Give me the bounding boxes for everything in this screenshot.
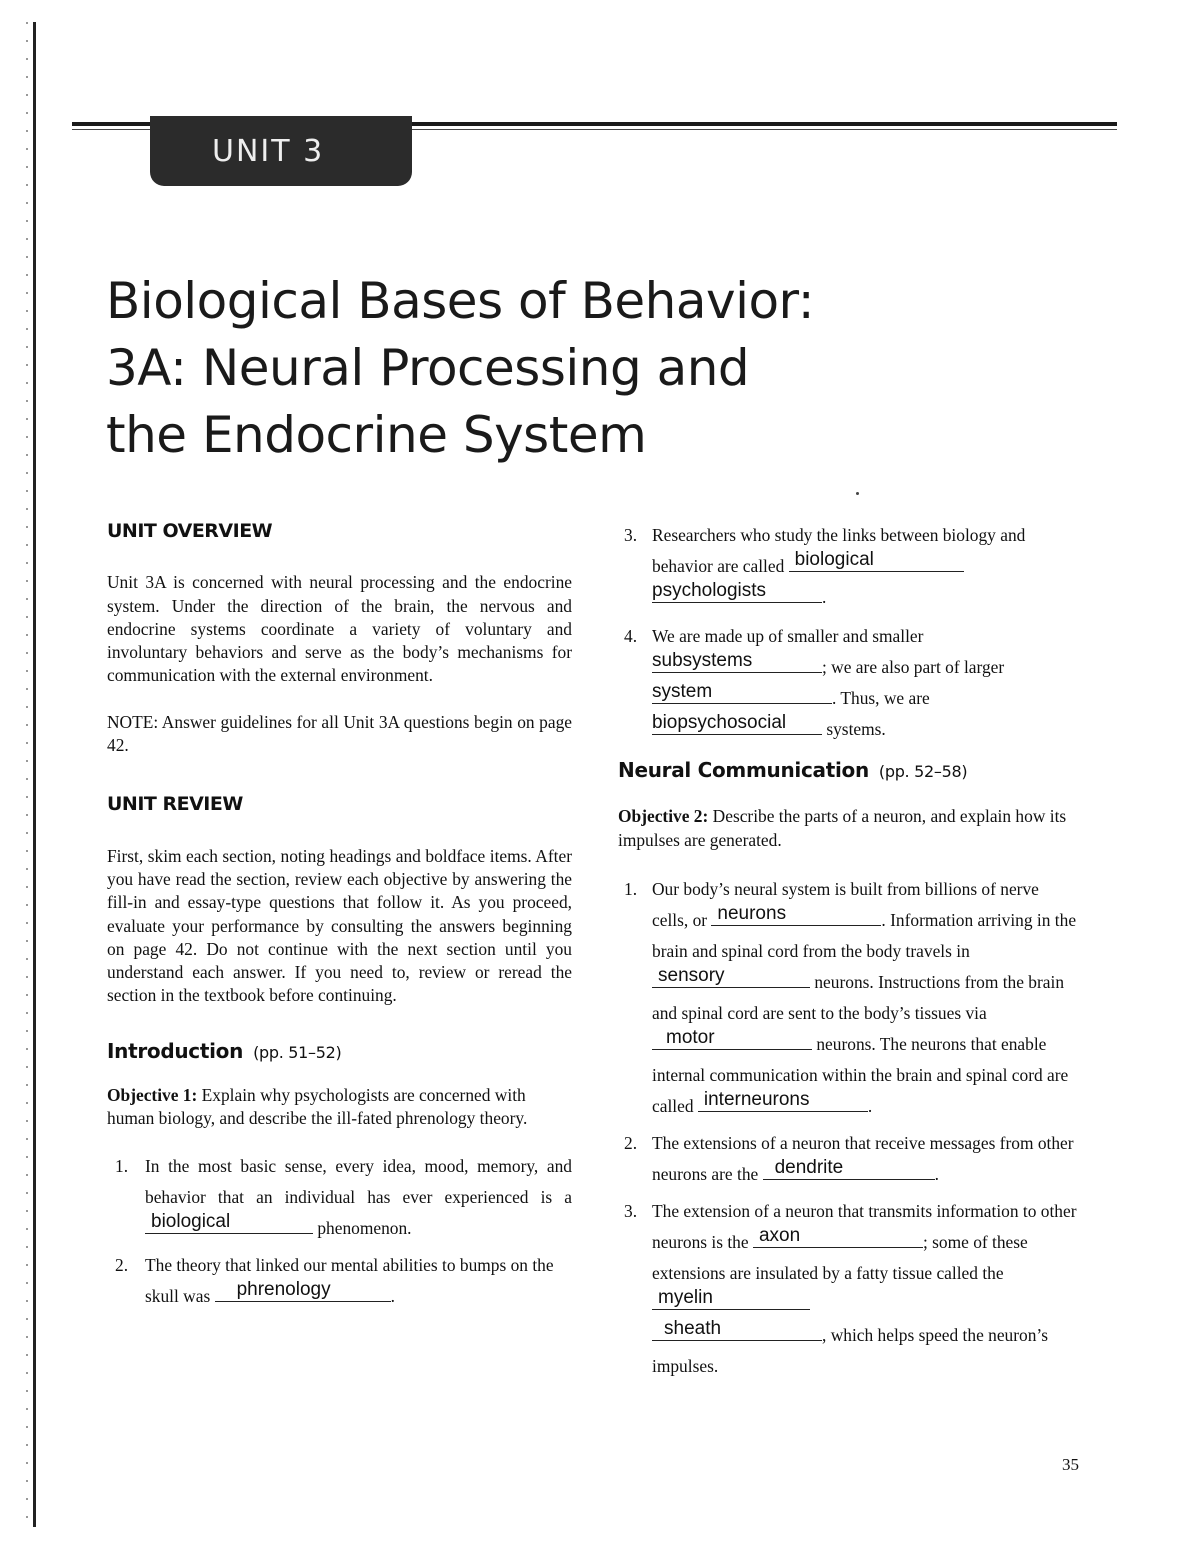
question-text: The theory that linked our mental abilities to bumps on the skull was [145,1254,554,1306]
question-text: . [867,1095,873,1116]
answer-blank[interactable] [145,1210,313,1234]
neural-question-1 [618,874,1078,1122]
answer-blank[interactable] [789,549,964,572]
answer-blank[interactable] [711,902,881,926]
handwritten-answer: neurons [717,902,787,924]
objective-2-text: Describe the parts of a neuron, and explain how its impulses are generated. [618,806,1067,850]
answer-blank[interactable] [652,650,822,673]
question-number: 4. [624,626,638,646]
handwritten-answer: biological [794,549,874,570]
handwritten-answer: axon [758,1224,801,1246]
handwritten-answer: sheath [664,1317,722,1339]
objective-2 [618,805,1078,852]
neural-pages: (pp. 52–58) [878,762,968,781]
answer-blank[interactable] [652,681,832,704]
question-text: . [390,1285,395,1306]
handwritten-answer: phrenology [236,1278,331,1300]
question-text: The extensions of a neuron that receive messages from other neurons are the [652,1132,1074,1184]
question-text: . Information arriving in the brain and spinal cord from the body travels in [652,909,1077,961]
handwritten-answer: psychologists [652,580,767,601]
intro-question-list [107,1151,572,1312]
overview-body: Unit 3A is concerned with neural processing and the endocrine system. Under the direction of the brain, the nervous and endocrine systems coordinate a variety of voluntary and involuntary behaviors and serve as the body’s mechanisms for communication with the external environment. [107,572,572,686]
question-text: The extension of a neuron that transmits information to other neurons is the [652,1200,1077,1252]
introduction-heading [107,1040,572,1064]
question-number: 2. [624,1132,638,1153]
handwritten-answer: interneurons [703,1088,810,1110]
objective-1-label: Objective 1: [107,1085,198,1106]
unit-tab-label: UNIT 3 [212,134,325,169]
page-title [106,268,1006,469]
answer-blank[interactable] [652,712,822,735]
introduction-title: Introduction [107,1038,244,1063]
neural-question-2 [618,1128,1078,1190]
overview-heading: UNIT OVERVIEW [107,520,273,542]
intro-question-1 [107,1151,572,1244]
left-column [107,520,572,1312]
answer-blank[interactable] [652,1286,810,1310]
question-text: . Thus, we are [832,688,930,708]
intro-question-list-continued [618,520,1078,745]
intro-question-3 [618,520,1078,613]
answer-blank[interactable] [652,964,810,988]
page-number: 35 [1062,1455,1079,1474]
question-number: 2. [115,1254,129,1275]
title-line-2: 3A: Neural Processing and [106,339,750,397]
handwritten-answer: myelin [658,1286,713,1308]
question-text: In the most basic sense, every idea, mood, memory, and behavior that an individual has ever experienced is a [145,1155,572,1207]
neural-title: Neural Communication [618,758,869,782]
handwritten-answer: sensory [658,964,725,986]
objective-1-text: Explain why psychologists are concerned with human biology, and describe the ill-fated phrenology theory. [107,1085,528,1129]
question-text: Our body’s neural system is built from billions of nerve cells, or [652,878,1039,930]
handwritten-answer: motor [666,1026,715,1048]
question-text: ; some of these extensions are insulated by a fatty tissue called the [652,1231,1028,1283]
question-number: 3. [624,525,638,545]
answer-blank[interactable] [753,1224,923,1248]
handwritten-answer: biopsychosocial [652,712,787,733]
handwritten-answer: system [652,681,713,702]
question-text: We are made up of smaller and smaller [652,626,924,646]
objective-2-label: Objective 2: [618,806,709,827]
question-text: systems. [822,719,886,739]
review-body: First, skim each section, noting headings and boldface items. After you have read the section, review each objective by answering the fill-in and essay-type questions that follow it. As you proceed, evaluate your performance by consulting the answers beginning on page 42. Do not continue with the next section until you understand each answer. If you need to, review or reread the section in the textbook before continuing. [107,845,572,1006]
question-text: , which helps speed the neuron’s impulses. [652,1324,1049,1376]
question-number: 3. [624,1200,638,1221]
review-heading: UNIT REVIEW [107,793,243,816]
answer-blank[interactable] [215,1278,391,1302]
handwritten-answer: dendrite [774,1156,844,1178]
question-text: phenomenon. [313,1217,412,1238]
margin-scan-dots [26,22,28,1527]
question-text: . [822,587,827,607]
binding-edge-line [33,22,36,1527]
question-text: Researchers who study the links between biology and behavior are called [652,525,1026,576]
objective-1 [107,1084,572,1131]
answer-blank[interactable] [652,1026,812,1050]
handwritten-answer: subsystems [652,650,753,671]
question-text: neurons. The neurons that enable internal communication within the brain and spinal cord are called [652,1033,1069,1116]
neural-question-list [618,874,1078,1382]
right-column [618,520,1078,1382]
question-text: . [934,1163,939,1184]
question-number: 1. [115,1155,129,1176]
answer-blank[interactable] [763,1156,935,1180]
title-line-1: Biological Bases of Behavior: [106,272,815,330]
unit-tab [150,116,412,186]
intro-question-2 [107,1250,572,1312]
neural-question-3 [618,1196,1078,1382]
answer-blank[interactable] [652,1317,822,1341]
stray-mark [856,492,859,495]
question-text: ; we are also part of larger [822,657,1005,677]
introduction-pages: (pp. 51–52) [253,1042,342,1062]
handwritten-answer: biological [151,1210,231,1232]
answer-blank[interactable] [652,580,822,603]
answer-blank[interactable] [698,1088,868,1112]
overview-note: NOTE: Answer guidelines for all Unit 3A questions begin on page 42. [107,711,572,756]
question-text: neurons. Instructions from the brain and spinal cord are sent to the body’s tissues via [652,971,1065,1023]
question-number: 1. [624,878,638,899]
title-line-3: the Endocrine System [106,406,647,464]
neural-heading [618,759,1078,783]
intro-question-4 [618,621,1078,745]
